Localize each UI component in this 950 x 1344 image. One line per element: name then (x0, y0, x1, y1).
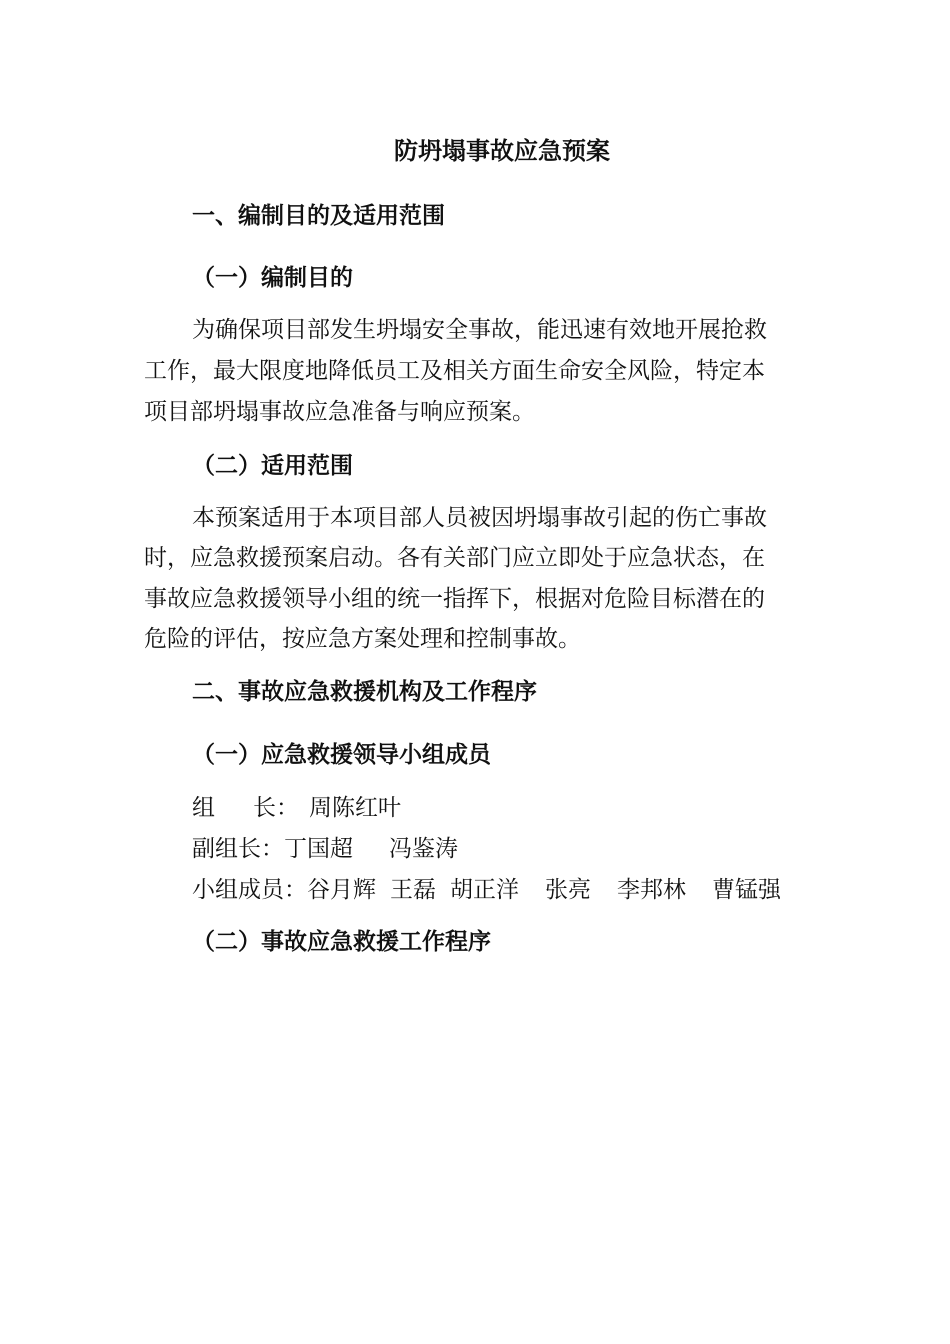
paragraph-line: 时，应急救援预案启动。各有关部门应立即处于应急状态，在 (144, 545, 765, 571)
member-name: 胡正洋 (450, 877, 519, 903)
section-1-heading: 一、编制目的及适用范围 (192, 202, 445, 229)
members-row (192, 875, 781, 905)
paragraph-line: 本预案适用于本项目部人员被因坍塌事故引起的伤亡事故 (192, 505, 767, 531)
member-name: 谷月辉 (307, 877, 376, 903)
paragraph-line: 项目部坍塌事故应急准备与响应预案。 (144, 399, 535, 425)
section-1-2-heading: （二）适用范围 (192, 452, 353, 479)
member-name: 张亮 (545, 877, 591, 903)
member-name: 曹锰强 (712, 877, 781, 903)
section-2-2-heading: （二）事故应急救援工作程序 (192, 928, 491, 955)
member-name: 王磊 (390, 877, 436, 903)
deputy-row (192, 834, 458, 864)
deputy-name: 丁国超 (284, 836, 353, 862)
deputy-name: 冯鉴涛 (389, 836, 458, 862)
section-2-1-heading: （一）应急救援领导小组成员 (192, 741, 491, 768)
member-name: 李邦林 (617, 877, 686, 903)
deputy-label: 副组长： (192, 836, 284, 862)
leader-name: 周陈红叶 (309, 795, 401, 821)
paragraph-line: 危险的评估，按应急方案处理和控制事故。 (144, 626, 581, 652)
leader-row (192, 793, 401, 823)
section-2-heading: 二、事故应急救援机构及工作程序 (192, 678, 537, 705)
leader-label-b: 长： (253, 795, 299, 821)
document-title: 防坍塌事故应急预案 (394, 136, 610, 165)
paragraph-line: 为确保项目部发生坍塌安全事故，能迅速有效地开展抢救 (192, 317, 767, 343)
section-1-1-heading: （一）编制目的 (192, 264, 353, 291)
paragraph-line: 工作，最大限度地降低员工及相关方面生命安全风险，特定本 (144, 358, 765, 384)
paragraph-line: 事故应急救援领导小组的统一指挥下，根据对危险目标潜在的 (144, 586, 765, 612)
members-label: 小组成员： (192, 877, 307, 903)
leader-label-a: 组 (192, 795, 215, 821)
